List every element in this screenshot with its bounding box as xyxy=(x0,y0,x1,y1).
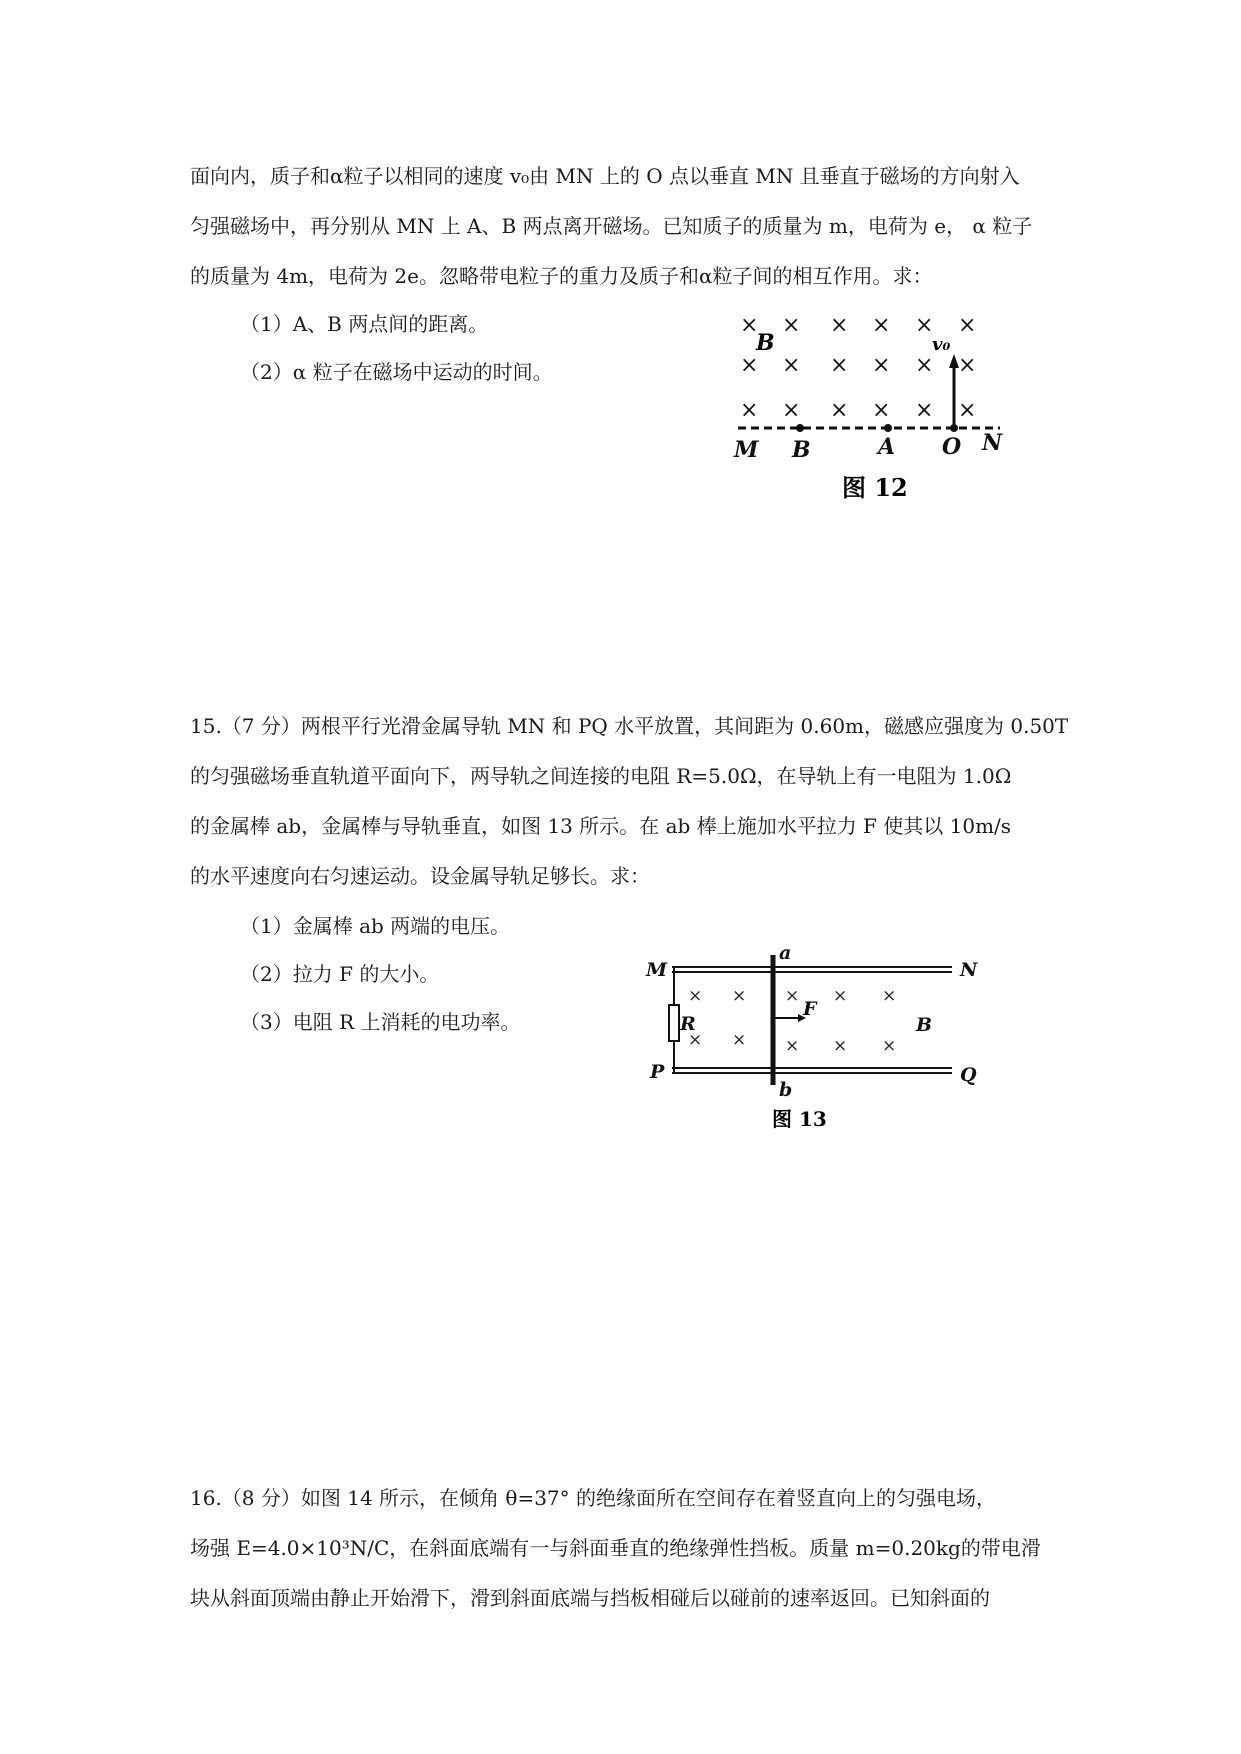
field-crosses xyxy=(688,986,896,1056)
q15-text-line-1: 15.（7 分）两根平行光滑金属导轨 MN 和 PQ 水平放置，其间距为 0.60m，磁感应强度为 0.50T xyxy=(190,714,1069,738)
label-r: R xyxy=(680,1013,696,1035)
q16-text-line-1: 16.（8 分）如图 14 所示，在倾角 θ=37° 的绝缘面所在空间存在着竖直向上的匀强电场， xyxy=(190,1486,997,1510)
point-b-dot xyxy=(796,424,804,432)
label-b: b xyxy=(779,1079,793,1101)
label-o: O xyxy=(942,434,962,460)
figure-12 xyxy=(720,310,1010,510)
label-m: M xyxy=(734,437,759,463)
svg-text:×: × xyxy=(830,313,849,338)
svg-text:×: × xyxy=(782,353,801,378)
q16-text-line-3: 块从斜面顶端由静止开始滑下，滑到斜面底端与挡板相碰后以碰前的速率返回。已知斜面的 xyxy=(190,1586,990,1610)
label-a: A xyxy=(878,434,896,460)
label-b: B xyxy=(792,437,811,463)
q14-text-line-1: 面向内，质子和α粒子以相同的速度 v₀由 MN 上的 O 点以垂直 MN 且垂直于磁场的方向射入 xyxy=(190,164,1020,188)
svg-text:×: × xyxy=(882,1036,897,1056)
q14-text-line-2: 匀强磁场中，再分别从 MN 上 A、B 两点离开磁场。已知质子的质量为 m，电荷为 e， α 粒子 xyxy=(190,214,1033,238)
magnetic-field-crosses xyxy=(740,313,976,423)
point-o-dot xyxy=(950,424,958,432)
label-m: M xyxy=(646,959,668,981)
q15-text-line-4: 的水平速度向右匀速运动。设金属导轨足够长。求： xyxy=(190,864,650,888)
svg-text:×: × xyxy=(958,398,977,423)
q14-text-line-3: 的质量为 4m，电荷为 2e。忽略带电粒子的重力及质子和α粒子间的相互作用。求： xyxy=(190,264,933,288)
svg-text:×: × xyxy=(782,313,801,338)
svg-text:×: × xyxy=(688,986,703,1006)
resistor-r xyxy=(669,1005,679,1041)
label-p: P xyxy=(650,1061,665,1083)
svg-text:×: × xyxy=(785,1036,800,1056)
velocity-label: v₀ xyxy=(932,334,951,355)
svg-text:×: × xyxy=(740,313,759,338)
figure-13-caption: 图 13 xyxy=(772,1107,827,1130)
figure-12-caption: 图 12 xyxy=(842,473,908,502)
q14-subquestion-1: （1）A、B 两点间的距离。 xyxy=(240,312,489,336)
svg-text:×: × xyxy=(732,986,747,1006)
label-a: a xyxy=(779,945,792,964)
svg-text:×: × xyxy=(872,313,891,338)
svg-text:×: × xyxy=(782,398,801,423)
q15-text-line-3: 的金属棒 ab，金属棒与导轨垂直，如图 13 所示。在 ab 棒上施加水平拉力 F 使其以 10m/s xyxy=(190,814,1012,838)
svg-text:×: × xyxy=(872,398,891,423)
svg-text:×: × xyxy=(740,353,759,378)
label-n: N xyxy=(960,959,978,981)
label-n: N xyxy=(982,430,1003,456)
q15-text-line-2: 的匀强磁场垂直轨道平面向下，两导轨之间连接的电阻 R=5.0Ω，在导轨上有一电阻为 1.0Ω xyxy=(190,764,1012,788)
q15-subquestion-1: （1）金属棒 ab 两端的电压。 xyxy=(240,914,511,938)
q14-subquestion-2: （2）α 粒子在磁场中运动的时间。 xyxy=(240,360,553,384)
q16-text-line-2: 场强 E=4.0×10³N/C，在斜面底端有一与斜面垂直的绝缘弹性挡板。质量 m=0.20kg的带电滑 xyxy=(190,1536,1041,1560)
svg-text:×: × xyxy=(915,353,934,378)
svg-text:×: × xyxy=(688,1030,703,1050)
label-field-b: B xyxy=(916,1014,933,1036)
point-a-dot xyxy=(884,424,892,432)
label-f: F xyxy=(803,998,817,1020)
field-label: B xyxy=(756,330,775,356)
svg-text:×: × xyxy=(915,398,934,423)
q15-subquestion-2: （2）拉力 F 的大小。 xyxy=(240,962,440,986)
svg-text:×: × xyxy=(785,986,800,1006)
svg-text:×: × xyxy=(830,398,849,423)
q15-subquestion-3: （3）电阻 R 上消耗的电功率。 xyxy=(240,1010,521,1034)
svg-text:×: × xyxy=(830,353,849,378)
svg-text:×: × xyxy=(872,353,891,378)
svg-text:×: × xyxy=(882,986,897,1006)
svg-text:×: × xyxy=(732,1030,747,1050)
svg-text:×: × xyxy=(740,398,759,423)
svg-text:×: × xyxy=(833,986,848,1006)
svg-text:×: × xyxy=(958,353,977,378)
svg-text:×: × xyxy=(915,313,934,338)
label-q: Q xyxy=(960,1064,977,1086)
svg-text:×: × xyxy=(958,313,977,338)
figure-13 xyxy=(640,945,990,1130)
svg-text:×: × xyxy=(833,1036,848,1056)
